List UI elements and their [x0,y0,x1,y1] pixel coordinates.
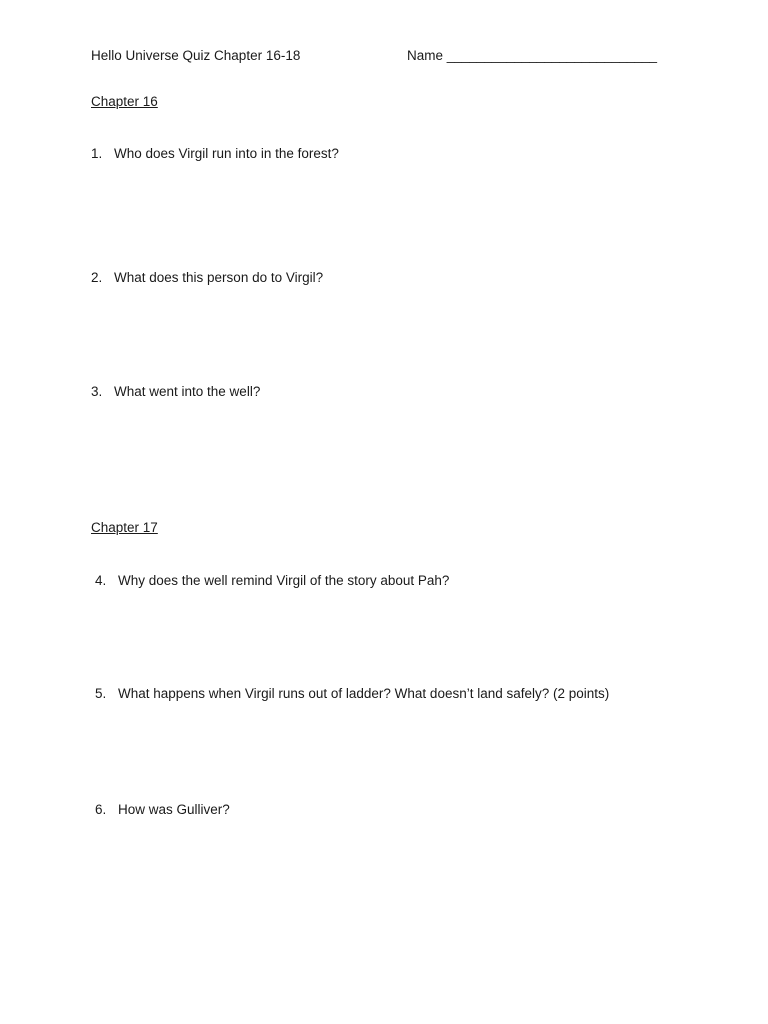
question-number: 6. [95,802,107,817]
question-text: What does this person do to Virgil? [114,270,324,285]
document-title: Hello Universe Quiz Chapter 16-18 [91,48,301,63]
question-6 [95,802,230,818]
question-number: 4. [95,573,107,588]
question-1 [91,146,339,162]
question-text: What went into the well? [114,384,261,399]
question-number: 1. [91,146,103,161]
question-4 [95,573,449,589]
question-text: How was Gulliver? [118,802,230,817]
chapter-16-heading: Chapter 16 [91,94,158,109]
question-text: Who does Virgil run into in the forest? [114,146,339,161]
question-number: 3. [91,384,103,399]
name-field-label: Name ____________________________ [407,48,657,63]
question-text: What happens when Virgil runs out of ladder? What doesn’t land safely? (2 points) [118,686,610,701]
question-5 [95,686,609,702]
chapter-17-heading: Chapter 17 [91,520,158,535]
question-3 [91,384,260,400]
question-2 [91,270,323,286]
question-number: 5. [95,686,107,701]
question-number: 2. [91,270,103,285]
question-text: Why does the well remind Virgil of the story about Pah? [118,573,450,588]
